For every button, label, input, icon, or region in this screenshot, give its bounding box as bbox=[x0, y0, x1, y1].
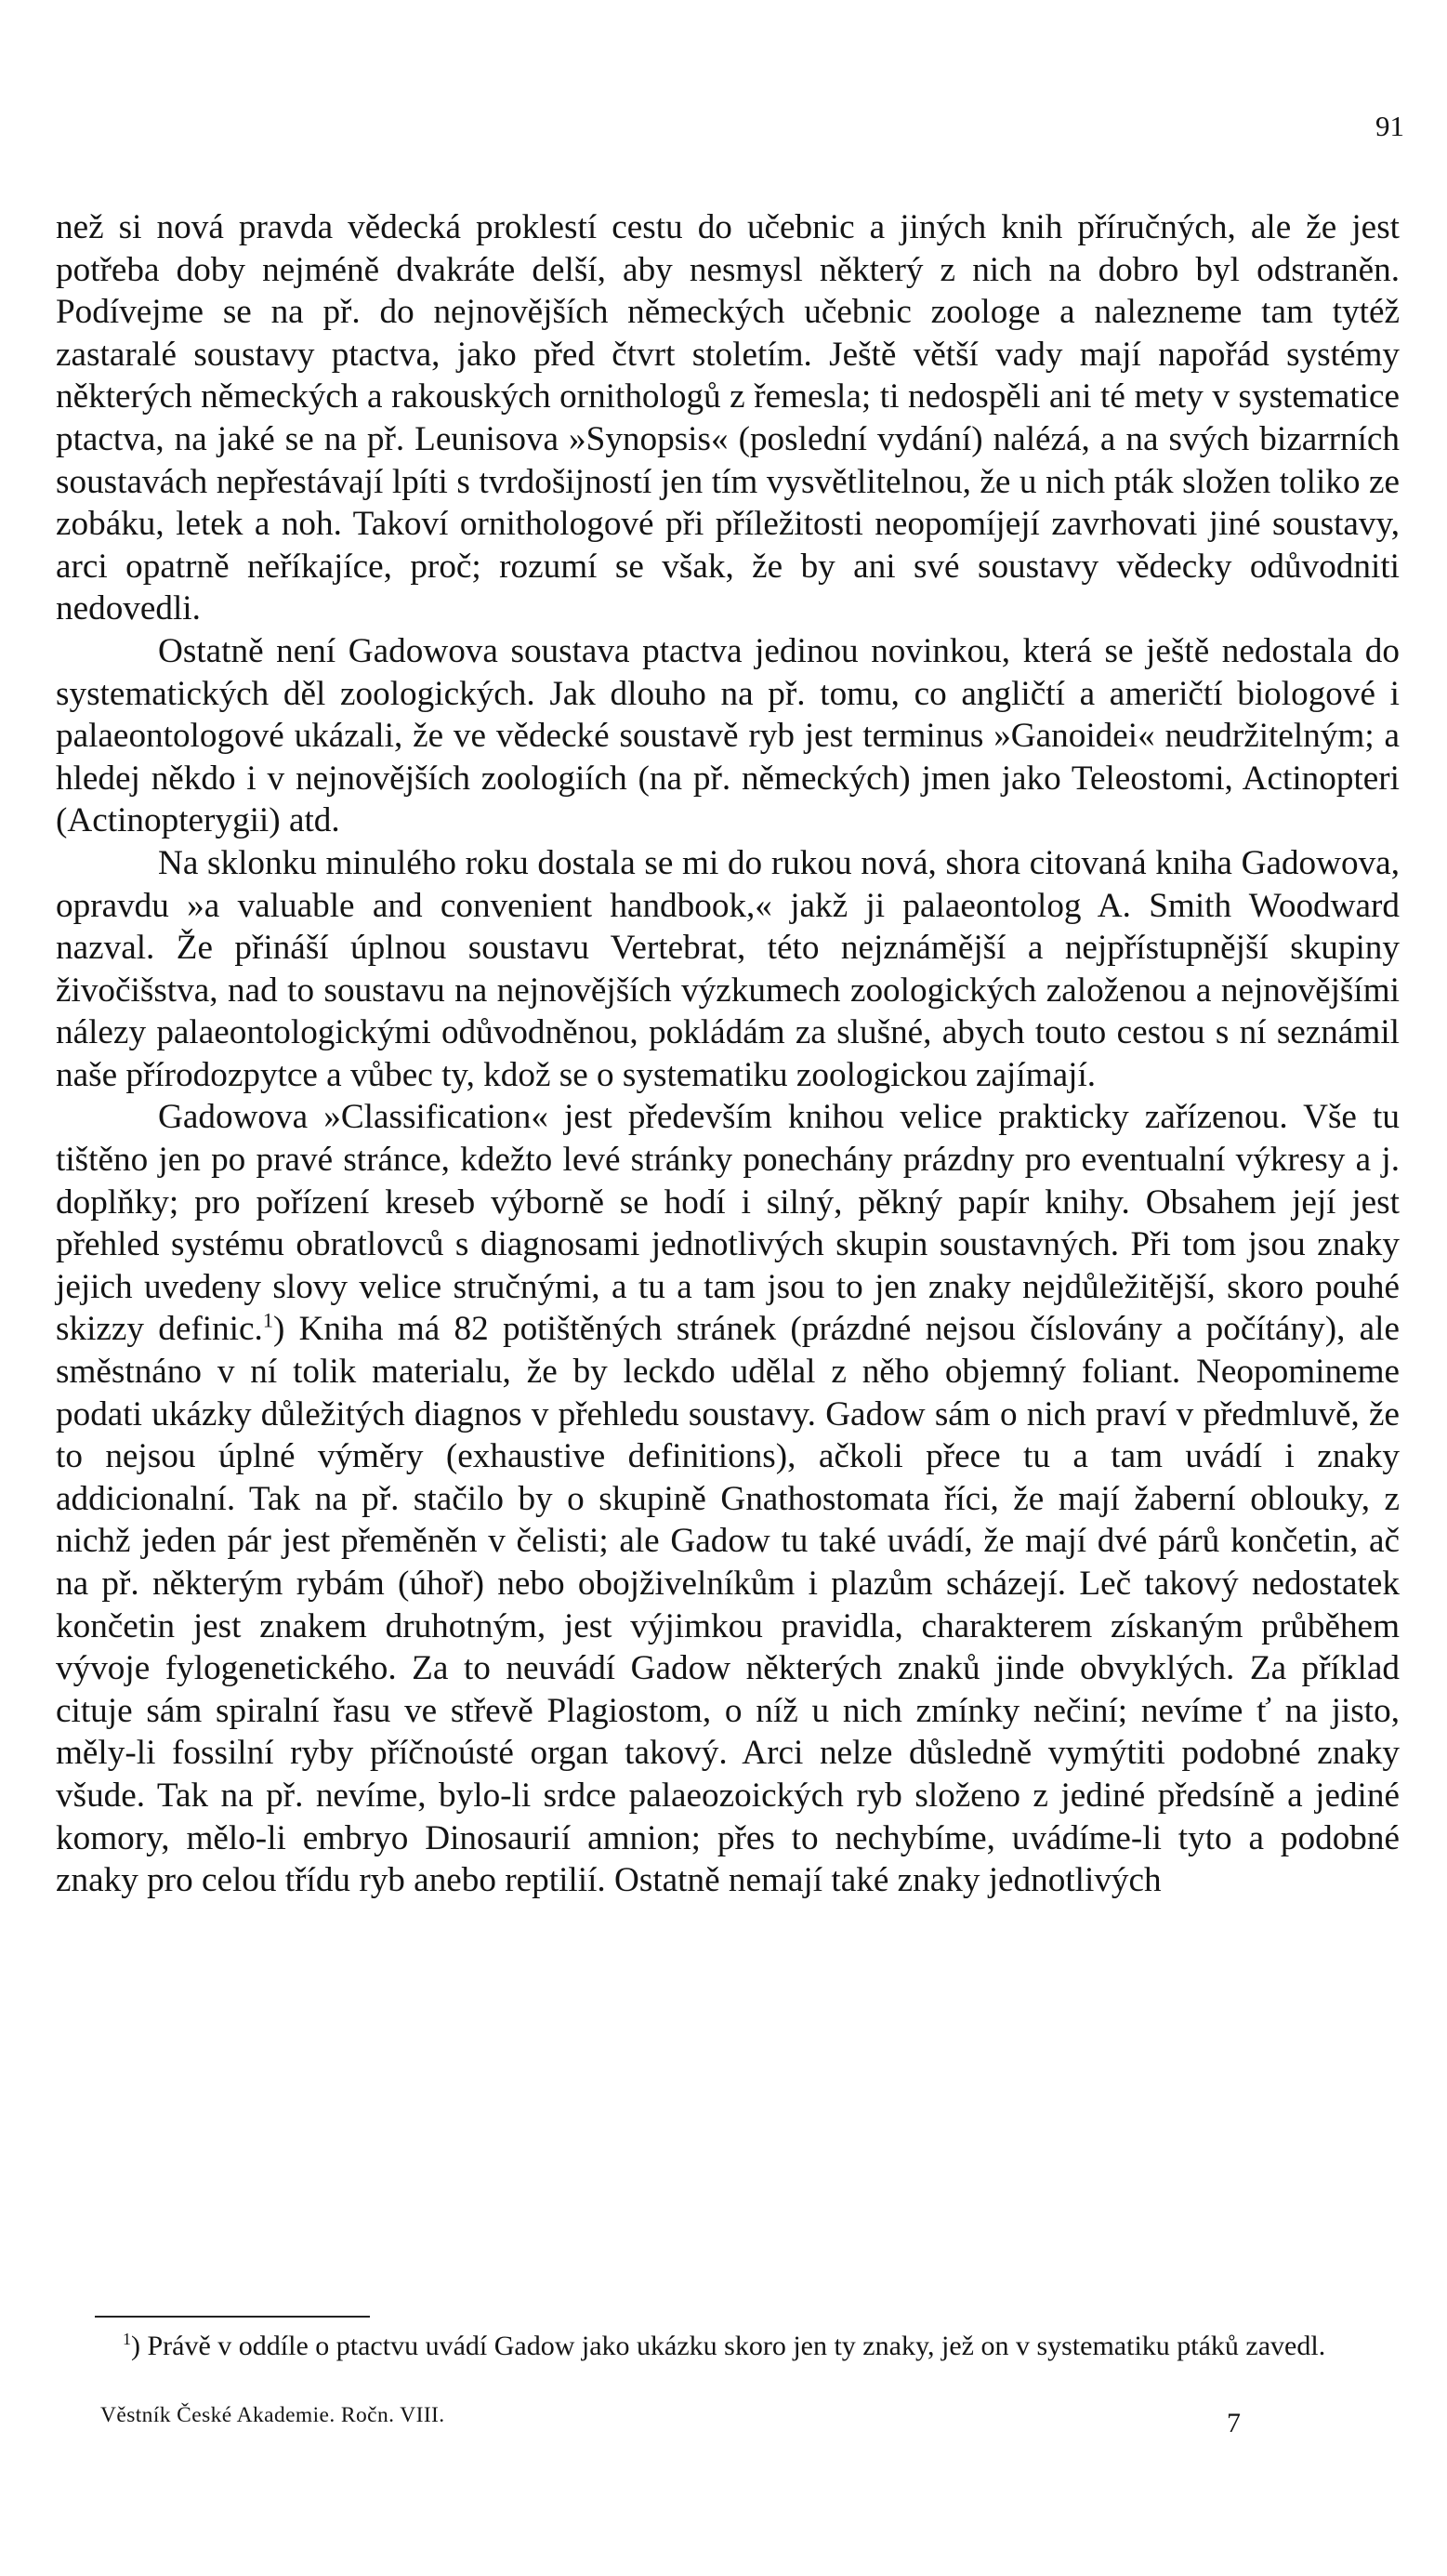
paragraph-4 bbox=[56, 1096, 1400, 1901]
footnote-marker: 1 bbox=[123, 2330, 131, 2348]
footnote bbox=[48, 2329, 1401, 2363]
footnote-text: ) Právě v oddíle o ptactvu uvádí Gadow jako ukázku skoro jen ty znaky, jež on v systematiku ptáků zavedl. bbox=[131, 2331, 1326, 2361]
paragraph-3: Na sklonku minulého roku dostala se mi do rukou nová, shora citovaná kniha Gadowova, opravdu »a valuable and convenient handbook,« jakž ji palaeontolog A. Smith Woodward nazval. Že přináší úplnou soustavu Vertebrat, této nejznámější a nejpřístupnější skupiny živočišstva, nad to soustavu na nejnovějších výzkumech zoologických založenou a nejnovějšími nálezy palaeontologickými odůvodněnou, pokládám za slušné, abych touto cestou s ní seznámil naše přírodozpytce a vůbec ty, kdož se o systematiku zoologickou zajímají. bbox=[56, 843, 1400, 1094]
footnote-divider bbox=[95, 2316, 370, 2318]
paragraph-1: než si nová pravda vědecká proklestí cestu do učebnic a jiných knih příručných, ale že jest potřeba doby nejméně dvakráte delší, aby nesmysl některý z nich na dobro byl odstraněn. Podívejme se na př. do nejnovějších německých učebnic zoologe a nalezneme tam tytéž zastaralé soustavy ptactva, jako před čtvrt stoletím. Ještě větší vady mají napořád systémy některých německých a rakouských ornithologů z řemesla; ti nedospěli ani té mety v systematice ptactva, na jaké se na př. Leunisova »Synopsis« (poslední vydání) nalézá, a na svých bizarrních soustavách nepřestávají lpíti s tvrdošijností jen tím vysvětlitelnou, že u nich pták složen toliko ze zobáku, letek a noh. Takoví ornithologové při příležitosti neopomíjejí zavrhovati jiné soustavy, arci opatrně neříkajíce, proč; rozumí se však, že by ani své soustavy vědecky odůvodniti nedovedli. bbox=[56, 208, 1400, 628]
paragraph-4-part-1: Gadowova »Classification« jest především knihou velice prakticky zařízenou. Vše tu tištěno jen po pravé stránce, kdežto levé stránky ponechány prázdny pro eventualní výkresy a j. doplňky; pro pořízení kreseb výborně se hodí i silný, pěkný papír knihy. Obsahem její jest přehled systému obratlovců s diagnosami jednotlivých skupin soustavných. Při tom jsou znaky jejich uvedeny slovy velice stručnými, a tu a tam jsou to jen znaky nejdůležitější, skoro pouhé skizzy definic. bbox=[56, 1098, 1400, 1349]
journal-line: Věstník České Akademie. Ročn. VIII. bbox=[100, 2403, 445, 2427]
paragraph-4-part-2: ) Kniha má 82 potištěných stránek (prázdné nejsou číslovány a počítány), ale směstnáno v ní tolik materialu, že by leckdo udělal z něho objemný foliant. Neopomineme podati ukázky důležitých diagnos v přehledu soustavy. Gadow sám o nich praví v předmluvě, že to nejsou úplné výměry (exhaustive definitions), ačkoli přece tu a tam uvádí i znaky addicionalní. Tak na př. stačilo by o skupině Gnathostomata říci, že mají žaberní oblouky, z nichž jeden pár jest přeměněn v čelisti; ale Gadow tu také uvádí, že mají dvé párů končetin, ač na př. některým rybám (úhoř) nebo obojživelníkům i plazům scházejí. Leč takový nedostatek končetin jest znakem druhotným, jest výjimkou pravidla, charakterem získaným průběhem vývoje fylogenetického. Za to neuvádí Gadow některých znaků jinde obvyklých. Za příklad cituje sám spiralní řasu ve střevě Plagiostom, o níž u nich zmínky nečiní; nevíme ť na jisto, měly-li fossilní ryby příčnoústé organ takový. Arci nelze důsledně vymýtiti podobné znaky všude. Tak na př. nevíme, bylo-li srdce palaeozoických ryb složeno z jediné předsíně a jediné komory, mělo-li embryo Dinosaurií amnion; přes to nechybíme, uvádíme-li tyto a podobné znaky pro celou třídu ryb anebo reptilií. Ostatně nemají také znaky jednotlivých bbox=[56, 1310, 1400, 1900]
paragraph-2: Ostatně není Gadowova soustava ptactva jedinou novinkou, která se ještě nedostala do systematických děl zoologických. Jak dlouho na př. tomu, co angličtí a američtí biologové i palaeontologové ukázali, že ve vědecké soustavě ryb jest terminus »Ganoidei« neudržitelným; a hledej někdo i v nejnovějších zoologiích (na př. německých) jmen jako Teleostomi, Actinopteri (Actinopterygii) atd. bbox=[56, 631, 1400, 840]
page-number: 91 bbox=[1375, 110, 1404, 142]
footnote-reference: 1 bbox=[262, 1309, 273, 1333]
signature-mark: 7 bbox=[1227, 2408, 1241, 2438]
body-text bbox=[56, 206, 1400, 1902]
